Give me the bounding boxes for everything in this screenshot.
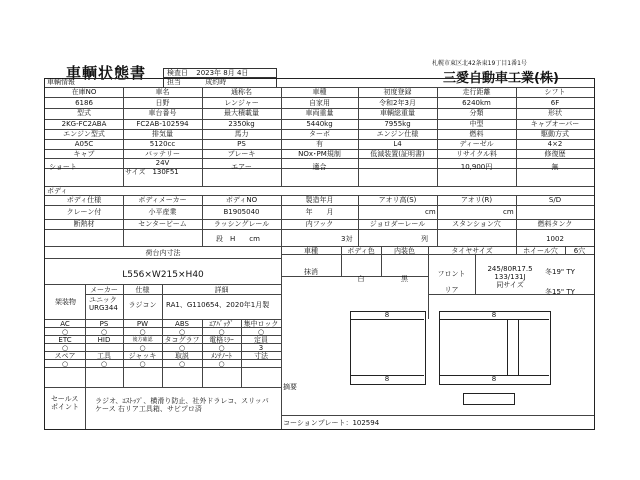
label-tire-size: タイヤサイズ (451, 247, 493, 255)
value-tire-rear: 同サイズ (496, 281, 524, 289)
mark-jack: ○ (139, 360, 146, 368)
value-interior-color: 黒 (401, 275, 408, 283)
label-equip-maker: メーカー (90, 286, 118, 294)
label-ac: AC (60, 320, 70, 328)
label-tachograph: タコグラフ (164, 336, 200, 344)
inspection-label: 検査日 (167, 69, 188, 77)
label-sales-point: セールス ポイント (51, 395, 79, 411)
label-tools: 工具 (97, 352, 111, 360)
label-equip: 架装物 (55, 298, 76, 306)
label-hid: HID (97, 336, 111, 344)
label-insulation: 断熱材 (73, 220, 95, 228)
label-paint-type: 車種 (304, 247, 318, 255)
label-power-mirror: 電格ﾐﾗｰ (209, 336, 234, 344)
value-vehicle-weight: 5440kg (306, 120, 333, 128)
value-first-reg: 令和2年3月 (379, 99, 416, 107)
label-equip-detail: 詳細 (214, 286, 229, 294)
value-engine-spec: L4 (393, 140, 402, 148)
value-model-code: 2KG-FC2ABA (61, 120, 107, 128)
label-reduction-device: 低減装置(証明書) (370, 150, 425, 158)
mark-spare: ○ (61, 360, 69, 368)
label-nox-pm: NOx･PM規制 (298, 150, 341, 158)
body-diagram-left (350, 311, 426, 385)
label-pw: PW (136, 320, 149, 328)
label-turbo: ターボ (309, 130, 330, 138)
note-tire-front: 冬19" TY (545, 268, 575, 276)
label-chassis-no: 車台番号 (148, 109, 177, 117)
mark-power-mirror: ○ (218, 344, 225, 352)
label-gross-weight: 車輌総重量 (380, 109, 415, 117)
value-repair-history: 無 (551, 163, 559, 171)
label-center-beam: センタービーム (138, 220, 187, 228)
value-caution-plate: コーションプレート：102594 (283, 419, 380, 427)
rank-label-1: 成約時 (205, 78, 227, 86)
value-vehicle-type: 自家用 (309, 99, 330, 107)
label-body-maker: ボディメーカー (138, 196, 187, 204)
label-dimensions: 寸法 (254, 352, 268, 360)
value-manufacture-date: 年 月 (305, 208, 334, 216)
label-tire-rear: リア (444, 286, 459, 294)
mark-etc: ○ (61, 344, 69, 352)
value-body-color: 白 (357, 275, 365, 283)
value-turbo: 有 (316, 140, 323, 148)
value-fuel-tank: 1002 (546, 235, 564, 243)
inspection-date: 2023年 8月 4日 (196, 69, 249, 77)
label-mileage: 走行距離 (462, 88, 491, 96)
label-tire-front: フロント (437, 270, 466, 278)
mark-central-lock: ○ (257, 328, 265, 336)
value-wheel-holes: 6穴 (573, 247, 586, 255)
vehicle-section-label: 車輌情報 (47, 78, 75, 86)
value-sales-point: ラジオ、ｴｽﾄｯﾌﾟ、横滑り防止、社外ドラレコ、スリッパ ケース 右リア工具箱、サビプロ済 (95, 397, 269, 413)
label-model-name: 通称名 (231, 88, 252, 96)
label-body-color: ボディ色 (347, 247, 375, 255)
label-spare: スペア (54, 352, 76, 360)
mark-tools: ○ (100, 360, 108, 368)
label-rear-camera: 後方確認 (132, 337, 153, 343)
label-class: 分類 (469, 109, 484, 117)
label-remarks: 摘要 (283, 383, 297, 391)
company-name: 三愛自動車工業(株) (443, 71, 559, 86)
label-engine-spec: エンジン仕様 (376, 130, 419, 138)
label-battery: バッテリー (145, 150, 180, 158)
label-ps: PS (99, 320, 109, 328)
label-lashing-rail: ラッシングレール (213, 220, 270, 228)
label-vehicle-type: 車種 (312, 88, 327, 96)
label-jack: ジャッキ (128, 352, 157, 360)
value-battery-volt: 24V (155, 159, 170, 167)
mark-maintenance-note: ○ (218, 360, 225, 368)
label-interior-color: 内装色 (394, 247, 415, 255)
value-brake: エアー (231, 163, 252, 171)
value-fuel: ディーゼル (459, 140, 494, 148)
label-inner-hook: 内フック (305, 220, 334, 228)
diagram-mark-bottom-left: 8 (384, 375, 390, 383)
value-joloda-rail: 列 (421, 235, 428, 243)
label-stock-no: 在庫NO (71, 88, 97, 96)
mark-ac: ○ (61, 328, 69, 336)
value-cargo-dims: L556×W215×H40 (122, 270, 204, 280)
note-tire-rear: 冬15" TY (545, 288, 575, 296)
value-model-name: レンジャー (224, 99, 259, 107)
value-engine-model: A05C (74, 140, 94, 148)
diagram-mark-bottom-right: 8 (491, 375, 497, 383)
value-max-load: 2350kg (228, 120, 255, 128)
mark-ps: ○ (100, 328, 108, 336)
mark-manual: ○ (178, 360, 186, 368)
label-drive: 駆動方式 (541, 130, 569, 138)
label-car-name: 車名 (155, 88, 170, 96)
label-cargo-dims: 荷台内寸法 (145, 249, 181, 257)
mark-rear-camera: ○ (139, 344, 146, 352)
label-wheel-holes: ホイール穴 (523, 247, 558, 255)
label-abs: ABS (175, 320, 189, 328)
label-brake: ブレーキ (227, 150, 256, 158)
label-manual: 取説 (175, 352, 189, 360)
label-max-load: 最大積載量 (224, 109, 259, 117)
value-cab: ショート (49, 163, 77, 171)
value-recycle-fee: 10,900円 (460, 163, 493, 171)
label-vehicle-weight: 車両重量 (305, 109, 334, 117)
value-shift: 6F (550, 99, 560, 107)
label-shape: 形状 (548, 109, 562, 117)
document-title: 車輌状態書 (66, 64, 147, 82)
value-tire-front: 245/80R17.5 133/131J (487, 265, 533, 281)
label-equip-spec: 仕様 (135, 286, 150, 294)
label-body-spec: ボディ仕様 (66, 196, 102, 204)
value-lashing-rail: 段 H cm (216, 235, 260, 243)
company-address: 札幌市東区北42条東19丁目1番1号 (432, 60, 527, 67)
value-body-maker: 小平産業 (148, 208, 177, 216)
label-engine-model: エンジン型式 (63, 130, 105, 138)
mark-abs: ○ (178, 328, 186, 336)
body-diagram-right (439, 311, 551, 385)
label-body-no: ボディNO (225, 196, 258, 204)
label-fuel: 燃料 (469, 130, 484, 138)
mark-pw: ○ (139, 328, 146, 336)
value-nox-pm: 適合 (312, 163, 327, 171)
value-gate-height-s: cm (425, 208, 436, 216)
diagram-mark-top-right: 8 (491, 311, 497, 319)
label-maintenance-note: ﾒﾝﾃﾉｰﾄ (211, 352, 232, 360)
body-section-label: ボディ (47, 187, 68, 195)
value-drive: 4×2 (547, 140, 563, 148)
value-displacement: 5120cc (149, 140, 176, 148)
label-horsepower: 馬力 (234, 130, 249, 138)
rank-label-0: 担当 (167, 78, 181, 86)
mark-airbag: ○ (218, 328, 225, 336)
label-stanchion-hole: スタンション穴 (452, 220, 501, 228)
mark-tachograph: ○ (178, 344, 186, 352)
value-gate-r: cm (503, 208, 514, 216)
value-mileage: 6240km (462, 99, 491, 107)
value-gross-weight: 7955kg (384, 120, 411, 128)
label-cab: キャブ (73, 150, 95, 158)
label-displacement: 排気量 (152, 130, 173, 138)
label-sd: S/D (548, 196, 562, 204)
value-body-spec: クレーン付 (66, 208, 102, 216)
vehicle-status-sheet (44, 78, 595, 430)
value-shape: キャブオーバー (530, 120, 580, 128)
value-equip-maker: ユニック URG344 (89, 296, 118, 312)
value-battery-size: サイズ 130F51 (125, 168, 179, 176)
label-manufacture-date: 製造年月 (305, 196, 334, 204)
value-equip-spec: ラジコン (128, 301, 157, 309)
value-class: 中型 (469, 120, 484, 128)
label-gate-r: アオリ(R) (460, 196, 493, 204)
value-capacity: 3 (258, 344, 264, 352)
diagram-mark-top-left: 8 (384, 311, 390, 319)
label-first-reg: 初度登録 (383, 88, 412, 96)
label-repair-history: 修復歴 (544, 150, 566, 158)
value-chassis-no: FC2AB-102594 (136, 120, 189, 128)
value-stock-no: 6186 (75, 99, 93, 107)
value-inner-hook: 3対 (341, 235, 353, 243)
value-paint-type: 抹消 (304, 268, 318, 276)
label-recycle-fee: リサイクル料 (455, 150, 498, 158)
value-body-no: B1905040 (223, 208, 260, 216)
label-airbag: ｴｱﾊﾞｯｸﾞ (209, 320, 234, 328)
label-etc: ETC (58, 336, 72, 344)
label-gate-height-s: アオリ高(S) (378, 196, 417, 204)
value-equip-detail: RA1、G110654、2020年1月製 (166, 301, 270, 309)
label-central-lock: 集中ロック (243, 320, 279, 328)
label-capacity: 定員 (254, 336, 268, 344)
label-model-code: 型式 (77, 109, 91, 117)
value-car-name: 日野 (155, 99, 170, 107)
label-joloda-rail: ジョロダーレール (369, 220, 426, 228)
label-shift: シフト (544, 88, 566, 96)
value-horsepower: PS (237, 140, 246, 148)
label-fuel-tank: 燃料タンク (537, 220, 573, 228)
